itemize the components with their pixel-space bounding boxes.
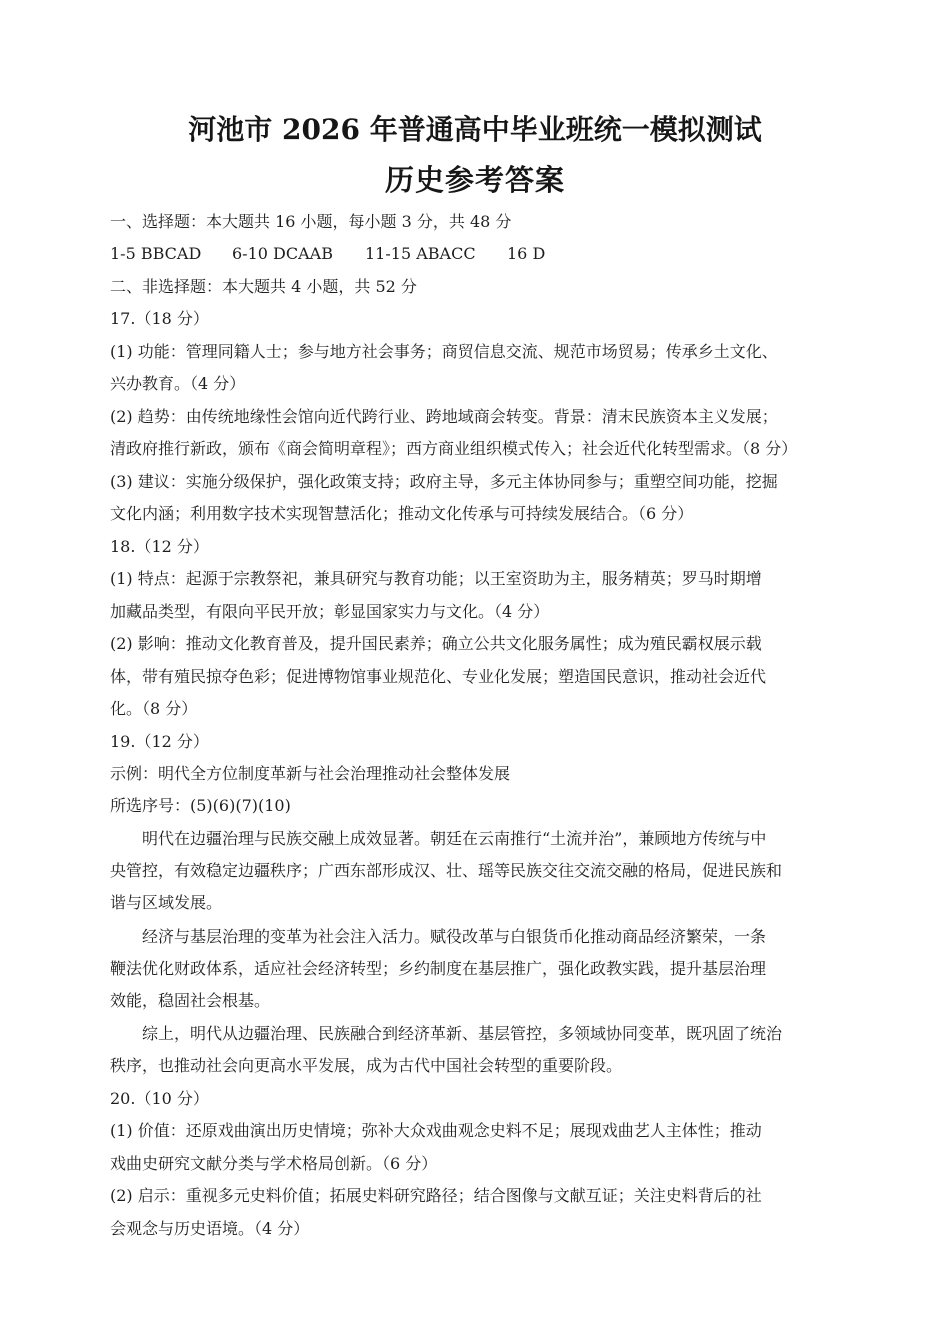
q17-line: 文化内涵；利用数字技术实现智慧活化；推动文化传承与可持续发展结合。（6 分） [110, 504, 694, 523]
q19-paragraph-line: 鞭法优化财政体系，适应社会经济转型；乡约制度在基层推广，强化政教实践，提升基层治理 [110, 959, 767, 978]
document-title: 河池市 2026 年普通高中毕业班统一模拟测试 [188, 113, 762, 146]
document-subtitle: 历史参考答案 [384, 163, 565, 197]
q19-example: 示例：明代全方位制度革新与社会治理推动社会整体发展 [110, 764, 511, 783]
q20-line: (2) 启示：重视多元史料价值；拓展史料研究路径；结合图像与文献互证；关注史料背后的社 [110, 1186, 762, 1205]
q19-paragraph-line: 谐与区域发展。 [110, 893, 223, 912]
q20-header: 20.（10 分） [110, 1089, 209, 1108]
mc-answers-11-15: 11-15 ABACC [365, 244, 476, 263]
q19-paragraph-line: 秩序，也推动社会向更高水平发展，成为古代中国社会转型的重要阶段。 [110, 1056, 623, 1075]
q20-line: 会观念与历史语境。（4 分） [110, 1219, 310, 1238]
q17-line: (2) 趋势：由传统地缘性会馆向近代跨行业、跨地域商会转变。背景：清末民族资本主义发展； [110, 407, 778, 426]
q19-paragraph-line: 明代在边疆治理与民族交融上成效显著。朝廷在云南推行“土流并治”，兼顾地方传统与中 [142, 829, 767, 848]
q18-line: 体，带有殖民掠夺色彩；促进博物馆事业规范化、专业化发展；塑造国民意识，推动社会近代 [110, 667, 767, 686]
q18-line: (2) 影响：推动文化教育普及，提升国民素养；确立公共文化服务属性；成为殖民霸权展示载 [110, 634, 762, 653]
q19-paragraph-line: 央管控，有效稳定边疆秩序；广西东部形成汉、壮、瑶等民族交往交流交融的格局，促进民族和 [110, 861, 783, 880]
mc-answers-1-5: 1-5 BBCAD [110, 244, 202, 263]
q17-line: 兴办教育。（4 分） [110, 374, 246, 393]
mc-answers-6-10: 6-10 DCAAB [232, 244, 333, 263]
q17-line: (3) 建议：实施分级保护，强化政策支持；政府主导，多元主体协同参与；重塑空间功能，挖掘 [110, 472, 778, 491]
section1-heading: 一、选择题：本大题共 16 小题，每小题 3 分，共 48 分 [110, 212, 512, 231]
mc-answer-16: 16 D [507, 244, 546, 263]
q19-paragraph-line: 综上，明代从边疆治理、民族融合到经济革新、基层管控，多领域协同变革，既巩固了统治 [142, 1024, 783, 1043]
q19-selected-numbers: 所选序号：(5)(6)(7)(10) [110, 796, 291, 815]
q20-line: (1) 价值：还原戏曲演出历史情境；弥补大众戏曲观念史料不足；展现戏曲艺人主体性；推动 [110, 1121, 762, 1140]
q19-paragraph-line: 经济与基层治理的变革为社会注入活力。赋役改革与白银货币化推动商品经济繁荣，一条 [142, 927, 767, 946]
q20-line: 戏曲史研究文献分类与学术格局创新。（6 分） [110, 1154, 438, 1173]
section2-heading: 二、非选择题：本大题共 4 小题，共 52 分 [110, 277, 417, 296]
q18-line: 化。（8 分） [110, 699, 198, 718]
q17-line: 清政府推行新政，颁布《商会简明章程》；西方商业组织模式传入；社会近代化转型需求。（8 分） [110, 439, 798, 458]
q17-header: 17.（18 分） [110, 309, 209, 328]
q18-line: 加藏品类型，有限向平民开放；彰显国家实力与文化。（4 分） [110, 602, 550, 621]
q17-line: (1) 功能：管理同籍人士；参与地方社会事务；商贸信息交流、规范市场贸易；传承乡土文化、 [110, 342, 778, 361]
q18-header: 18.（12 分） [110, 537, 209, 556]
q19-header: 19.（12 分） [110, 732, 209, 751]
q18-line: (1) 特点：起源于宗教祭祀，兼具研究与教育功能；以王室资助为主，服务精英；罗马时期增 [110, 569, 762, 588]
q19-paragraph-line: 效能，稳固社会根基。 [110, 991, 271, 1010]
